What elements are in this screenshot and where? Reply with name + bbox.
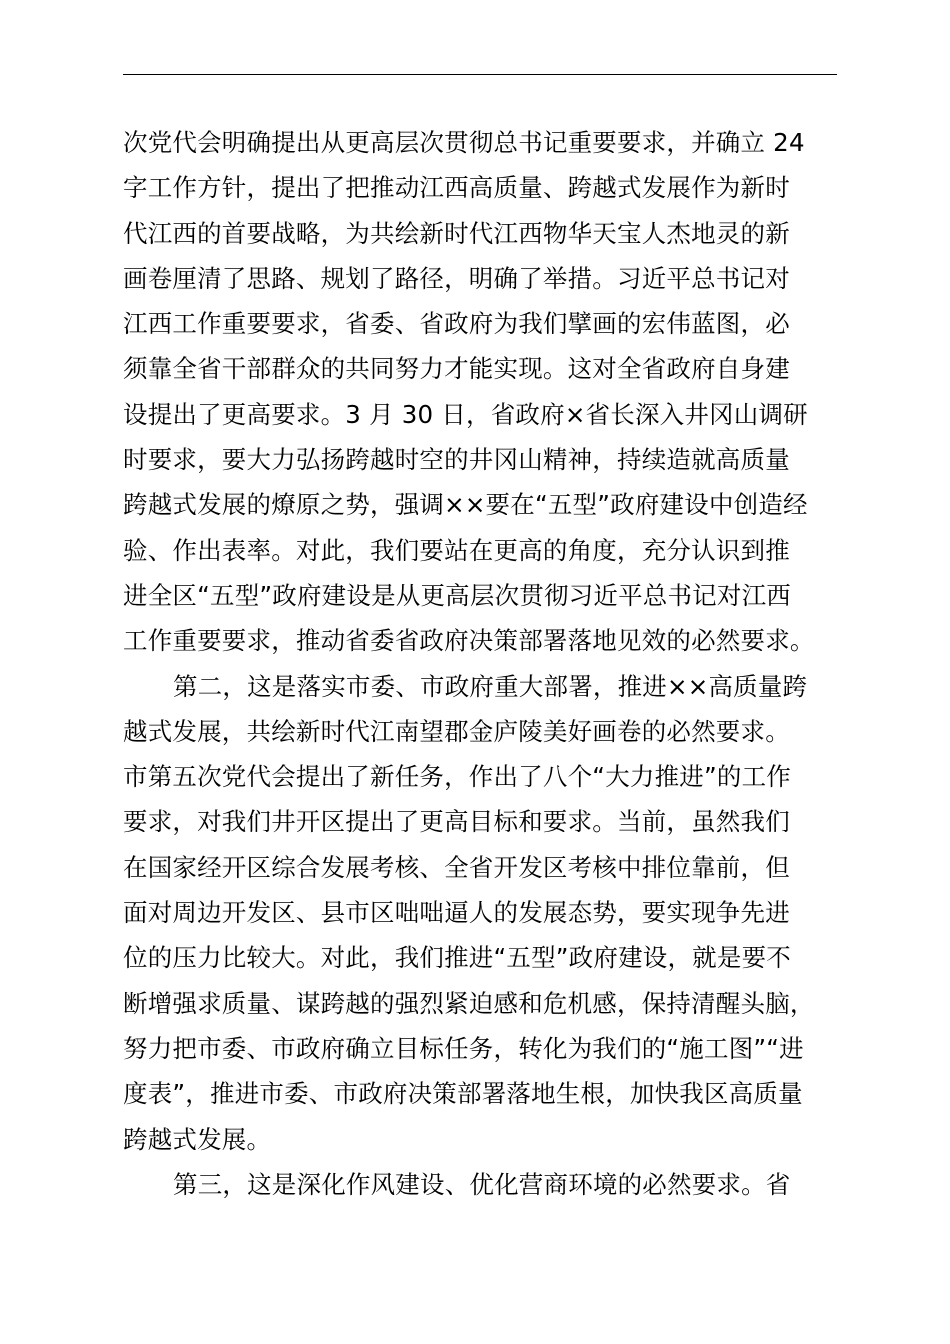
text-line: 度表”，推进市委、市政府决策部署落地生根，加快我区高质量 <box>123 1079 803 1109</box>
header-rule <box>123 74 837 75</box>
text-line: 画卷厘清了思路、规划了路径，明确了举措。习近平总书记对 <box>123 263 790 293</box>
text-line: 要求，对我们井开区提出了更高目标和要求。当前，虽然我们 <box>123 807 790 837</box>
text-line: 进全区“五型”政府建设是从更高层次贯彻习近平总书记对江西 <box>123 580 791 610</box>
text-line: 时要求，要大力弘扬跨越时空的井冈山精神，持续造就高质量 <box>123 445 790 475</box>
text-line: 越式发展，共绘新时代江南望郡金庐陵美好画卷的必然要求。 <box>123 716 790 746</box>
document-body <box>123 120 837 1207</box>
text-line: 工作重要要求，推动省委省政府决策部署落地见效的必然要求。 <box>123 626 815 656</box>
text-line: 跨越式发展的燎原之势，强调××要在“五型”政府建设中创造经 <box>123 490 808 520</box>
text-line: 断增强求质量、谋跨越的强烈紧迫感和危机感，保持清醒头脑， <box>123 988 815 1018</box>
text-line: 努力把市委、市政府确立目标任务，转化为我们的“施工图”“进 <box>123 1033 804 1063</box>
paragraph-start-line: 第二，这是落实市委、市政府重大部署，推进××高质量跨 <box>173 671 808 701</box>
text-line: 设提出了更高要求。3 月 30 日，省政府×省长深入井冈山调研 <box>123 399 808 429</box>
text-line: 次党代会明确提出从更高层次贯彻总书记重要要求，并确立 24 <box>123 128 805 157</box>
text-line: 跨越式发展。 <box>123 1124 272 1154</box>
text-line: 市第五次党代会提出了新任务，作出了八个“大力推进”的工作 <box>123 762 791 792</box>
paragraph-start-line: 第三，这是深化作风建设、优化营商环境的必然要求。省 <box>173 1169 791 1199</box>
text-line: 江西工作重要要求，省委、省政府为我们擘画的宏伟蓝图，必 <box>123 309 790 339</box>
text-line: 字工作方针，提出了把推动江西高质量、跨越式发展作为新时 <box>123 173 790 203</box>
text-line: 位的压力比较大。对此，我们推进“五型”政府建设，就是要不 <box>123 943 791 973</box>
text-line: 在国家经开区综合发展考核、全省开发区考核中排位靠前，但 <box>123 852 790 882</box>
text-line: 面对周边开发区、县市区咄咄逼人的发展态势，要实现争先进 <box>123 898 790 928</box>
text-line: 代江西的首要战略，为共绘新时代江西物华天宝人杰地灵的新 <box>123 218 790 248</box>
text-line: 须靠全省干部群众的共同努力才能实现。这对全省政府自身建 <box>123 354 790 384</box>
text-line: 验、作出表率。对此，我们要站在更高的角度，充分认识到推 <box>123 535 790 565</box>
